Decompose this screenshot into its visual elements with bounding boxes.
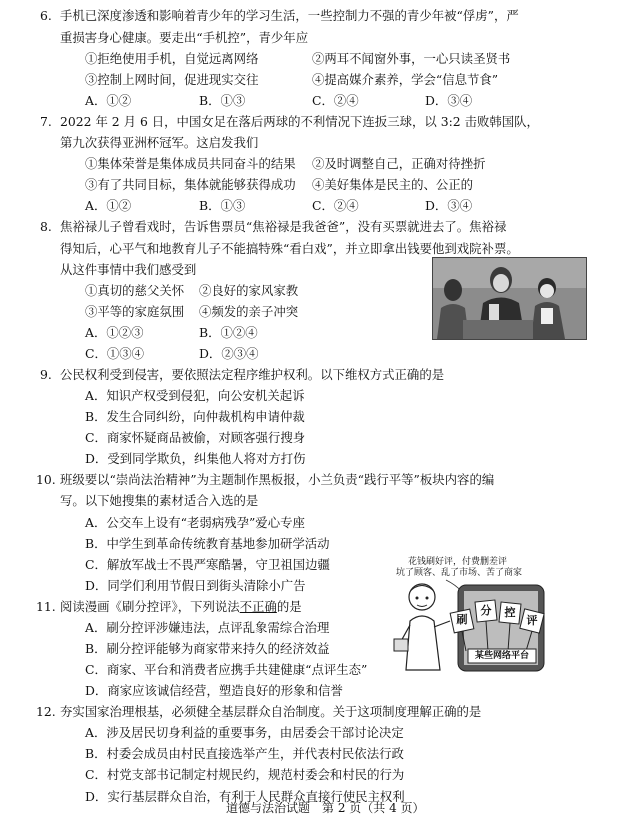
q6-option-c: C．②④ [312, 93, 359, 108]
q6-choice-4: ④提高媒介素养，学会“信息节食” [312, 71, 499, 87]
q11-option-d: D．商家应该诚信经营，塑造良好的形象和信誉 [85, 683, 343, 699]
q7-option-b: B．①③ [199, 198, 246, 214]
cartoon-shua-fen-kong-ping [386, 555, 556, 675]
q8-choice-4: ④频发的亲子冲突 [199, 303, 299, 319]
cartoon-caption-line2: 坑了顾客、乱了市场、苦了商家 [396, 567, 523, 578]
q8-choice-2: ②良好的家风家教 [199, 282, 299, 298]
cartoon-sign-fen: 分 [480, 603, 492, 617]
q8-choice-1: ①真切的慈父关怀 [85, 282, 185, 298]
cartoon-sign-shua: 刷 [456, 612, 468, 626]
q10-option-a: A．公交车上设有“老弱病残孕”爱心专座 [85, 514, 305, 530]
q6-stem-line2: 重损害身心健康。要走出“手机控”，青少年应 [60, 29, 309, 45]
q7-number: 7. [40, 114, 52, 130]
q9-option-c: C．商家怀疑商品被偷，对顾客强行搜身 [85, 430, 306, 446]
q6-number: 6. [40, 7, 52, 23]
q9-stem-line1: 公民权利受到侵害，要依照法定程序维护权利。以下维权方式正确的是 [60, 366, 445, 382]
q11-stem-line1 [60, 597, 302, 617]
q11-stem-part1: 阅读漫画《刷分控评》，下列说法 [60, 598, 240, 614]
q8-number: 8. [40, 219, 52, 235]
cartoon-sign-ping: 评 [526, 613, 538, 627]
q8-stem-line1: 焦裕禄儿子曾看戏时，告诉售票员“焦裕禄是我爸爸”，没有买票就进去了。焦裕禄 [60, 219, 507, 235]
page-footer: 道德与法治试题 第 2 页（共 4 页） [226, 801, 425, 815]
q7-stem-line1: 2022 年 2 月 6 日，中国女足在落后两球的不利情况下连扳三球，以 3:2 击败韩国队， [60, 114, 539, 130]
q6-stem-line1: 手机已深度渗透和影响着青少年的学习生活，一些控制力不强的青少年被“俘虏”，严 [60, 7, 519, 23]
q11-stem-emphasis: 不正确 [239, 598, 277, 614]
jiao-yulu-photo-illustration [433, 258, 586, 339]
q7-option-d: D．③④ [425, 198, 473, 214]
cartoon-sign-kong: 控 [504, 605, 516, 619]
q8-stem-line2: 得知后，心平气和地教育儿子不能搞特殊“看白戏”，并立即拿出钱要他到戏院补票。 [60, 240, 519, 256]
q10-option-c: C．解放军战士不畏严寒酷暑，守卫祖国边疆 [85, 556, 330, 572]
q6-choice-1: ①拒绝使用手机，自觉远离网络 [85, 50, 259, 66]
q12-number: 12. [36, 704, 56, 720]
cartoon-screen-label: 某些网络平台 [474, 650, 529, 661]
q10-number: 10. [36, 472, 56, 488]
q8-option-c: C．①③④ [85, 345, 145, 361]
q11-option-a: A．刷分控评涉嫌违法，点评乱象需综合治理 [85, 619, 330, 635]
q9-option-b: B．发生合同纠纷，向仲裁机构申请仲裁 [85, 409, 305, 425]
q8-option-b: B．①②④ [199, 324, 258, 340]
q12-option-c: C．村党支部书记制定村规民约，规范村委会和村民的行为 [85, 767, 405, 783]
q7-stem-line2: 第九次获得亚洲杯冠军。这启发我们 [60, 135, 259, 151]
q9-option-a: A．知识产权受到侵犯，向公安机关起诉 [85, 388, 305, 404]
q10-stem-line2: 写。以下她搜集的素材适合入选的是 [60, 493, 259, 509]
q10-option-d: D．同学们利用节假日到街头清除小广告 [85, 577, 306, 593]
q9-option-d: D．受到同学欺负，纠集他人将对方打伤 [85, 451, 306, 467]
q8-stem-line3: 从这件事情中我们感受到 [60, 261, 197, 277]
q8-option-a: A．①②③ [85, 324, 144, 340]
q12-stem-line1: 夯实国家治理根基，必须健全基层群众自治制度。关于这项制度理解正确的是 [60, 704, 482, 720]
q10-option-b: B．中学生到革命传统教育基地参加研学活动 [85, 535, 330, 551]
q11-stem-part3: 的是 [276, 598, 302, 614]
q11-option-c: C．商家、平台和消费者应携手共建健康“点评生态” [85, 662, 368, 678]
q12-option-a: A．涉及居民切身利益的重要事务，由居委会干部讨论决定 [85, 725, 404, 741]
q6-choice-3: ③控制上网时间，促进现实交往 [85, 71, 259, 87]
q11-option-b: B．刷分控评能够为商家带来持久的经济效益 [85, 640, 330, 656]
q7-option-a: A．①② [85, 198, 132, 214]
q12-option-b: B．村委会成员由村民直接选举产生，并代表村民依法行政 [85, 746, 404, 762]
q11-number: 11. [36, 598, 56, 614]
q6-choice-2: ②两耳不闻窗外事，一心只读圣贤书 [312, 50, 511, 66]
q10-stem-line1: 班级要以“崇尚法治精神”为主题制作黑板报，小兰负责“践行平等”板块内容的编 [60, 472, 495, 488]
q9-number: 9. [40, 366, 52, 382]
q7-choice-4: ④美好集体是民主的、公正的 [312, 177, 474, 193]
cartoon-caption-line1: 花钱刷好评，付费删差评 [408, 556, 508, 567]
q12-option-d: D．实行基层群众自治，有利于人民群众直接行使民主权利 [85, 788, 405, 804]
q8-choice-3: ③平等的家庭氛围 [85, 303, 185, 319]
q7-choice-1: ①集体荣誉是集体成员共同奋斗的结果 [85, 156, 296, 172]
q6-option-a: A．①② [85, 93, 132, 108]
q7-choice-3: ③有了共同目标，集体就能够获得成功 [85, 177, 296, 193]
q8-option-d: D．②③④ [199, 345, 259, 361]
q6-option-b: B．①③ [199, 93, 246, 108]
q6-option-d: D．③④ [425, 93, 473, 108]
jiao-yulu-photo [432, 257, 587, 340]
q7-option-c: C．②④ [312, 198, 359, 214]
q7-choice-2: ②及时调整自己，正确对待挫折 [312, 156, 486, 172]
